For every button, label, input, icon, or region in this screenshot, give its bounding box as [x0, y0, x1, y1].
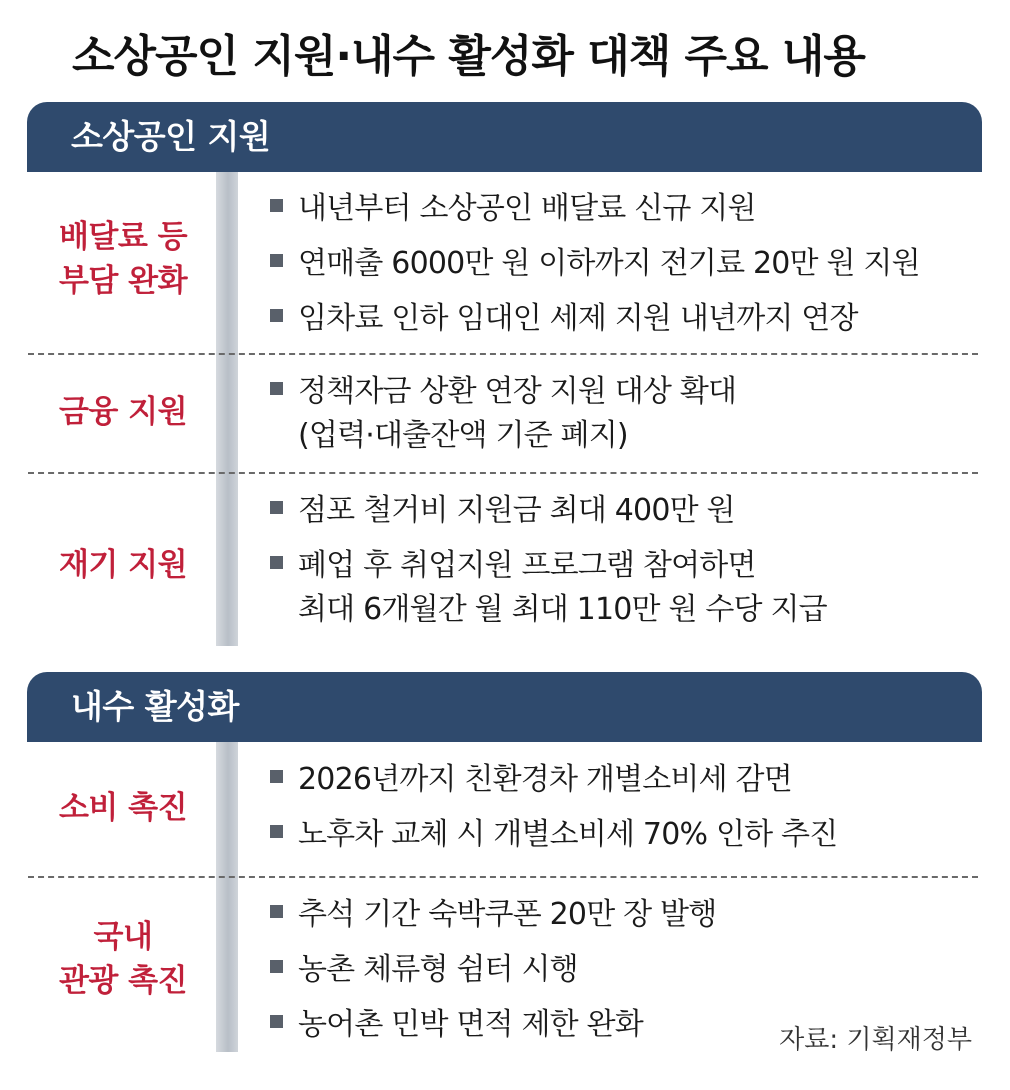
list-item: [268, 489, 988, 533]
square-bullet-icon: [270, 254, 283, 267]
source-credit: 자료: 기획재정부: [779, 1025, 972, 1055]
category-line: 재기 지원: [58, 547, 188, 583]
list-item: [268, 544, 988, 632]
item-text: 농어촌 민박 면적 제한 완화: [298, 1007, 643, 1042]
square-bullet-icon: [270, 905, 283, 918]
column-divider-bar: [216, 742, 238, 1052]
category-line: 국내: [93, 919, 153, 955]
row-separator: [28, 876, 978, 878]
row-separator: [28, 472, 978, 474]
item-text: 연매출 6000만 원 이하까지 전기료 20만 원 지원: [298, 246, 920, 281]
item-text: 내년부터 소상공인 배달료 신규 지원: [298, 191, 756, 226]
square-bullet-icon: [270, 501, 283, 514]
section-header-small-business: [27, 102, 982, 172]
item-text: 2026년까지 친환경차 개별소비세 감면: [298, 762, 792, 797]
list-item: [268, 948, 988, 992]
square-bullet-icon: [270, 960, 283, 973]
section-header-label: 소상공인 지원: [71, 117, 271, 156]
list-item: [268, 758, 988, 802]
list-item: [268, 297, 988, 341]
list-item: [268, 893, 988, 937]
page-title: 소상공인 지원·내수 활성화 대책 주요 내용: [72, 31, 865, 82]
list-item: [268, 242, 988, 286]
row-separator: [28, 353, 978, 355]
row-items: [268, 489, 988, 632]
category-line: 배달료 등: [58, 219, 188, 255]
row-category: [28, 215, 218, 303]
item-text: 임차료 인하 임대인 세제 지원 내년까지 연장: [298, 301, 858, 336]
list-item: [268, 370, 988, 458]
row-category: [28, 915, 218, 1003]
row-category: [28, 390, 218, 434]
row-items: [268, 758, 988, 857]
row-items: [268, 370, 988, 458]
item-text: 폐업 후 취업지원 프로그램 참여하면: [298, 548, 756, 583]
square-bullet-icon: [270, 1015, 283, 1028]
square-bullet-icon: [270, 556, 283, 569]
row-category: [28, 786, 218, 830]
category-line: 소비 촉진: [58, 790, 188, 826]
square-bullet-icon: [270, 199, 283, 212]
list-item: [268, 187, 988, 231]
square-bullet-icon: [270, 770, 283, 783]
row-items: [268, 187, 988, 341]
item-text: 추석 기간 숙박쿠폰 20만 장 발행: [298, 897, 717, 932]
category-line: 관광 촉진: [58, 963, 188, 999]
category-line: 부담 완화: [58, 263, 188, 299]
item-text-continued: 최대 6개월간 월 최대 110만 원 수당 지급: [298, 592, 827, 627]
square-bullet-icon: [270, 825, 283, 838]
row-category: [28, 543, 218, 587]
item-text: 노후차 교체 시 개별소비세 70% 인하 추진: [298, 817, 838, 852]
list-item: [268, 813, 988, 857]
item-text: 농촌 체류형 쉼터 시행: [298, 952, 578, 987]
column-divider-bar: [216, 172, 238, 646]
item-text: 정책자금 상환 연장 지원 대상 확대: [298, 374, 737, 409]
section-header-domestic-demand: [27, 672, 982, 742]
square-bullet-icon: [270, 309, 283, 322]
item-text: 점포 철거비 지원금 최대 400만 원: [298, 493, 735, 528]
square-bullet-icon: [270, 382, 283, 395]
item-text-continued: (업력·대출잔액 기준 폐지): [298, 418, 628, 453]
category-line: 금융 지원: [58, 394, 188, 430]
section-header-label: 내수 활성화: [71, 687, 239, 726]
